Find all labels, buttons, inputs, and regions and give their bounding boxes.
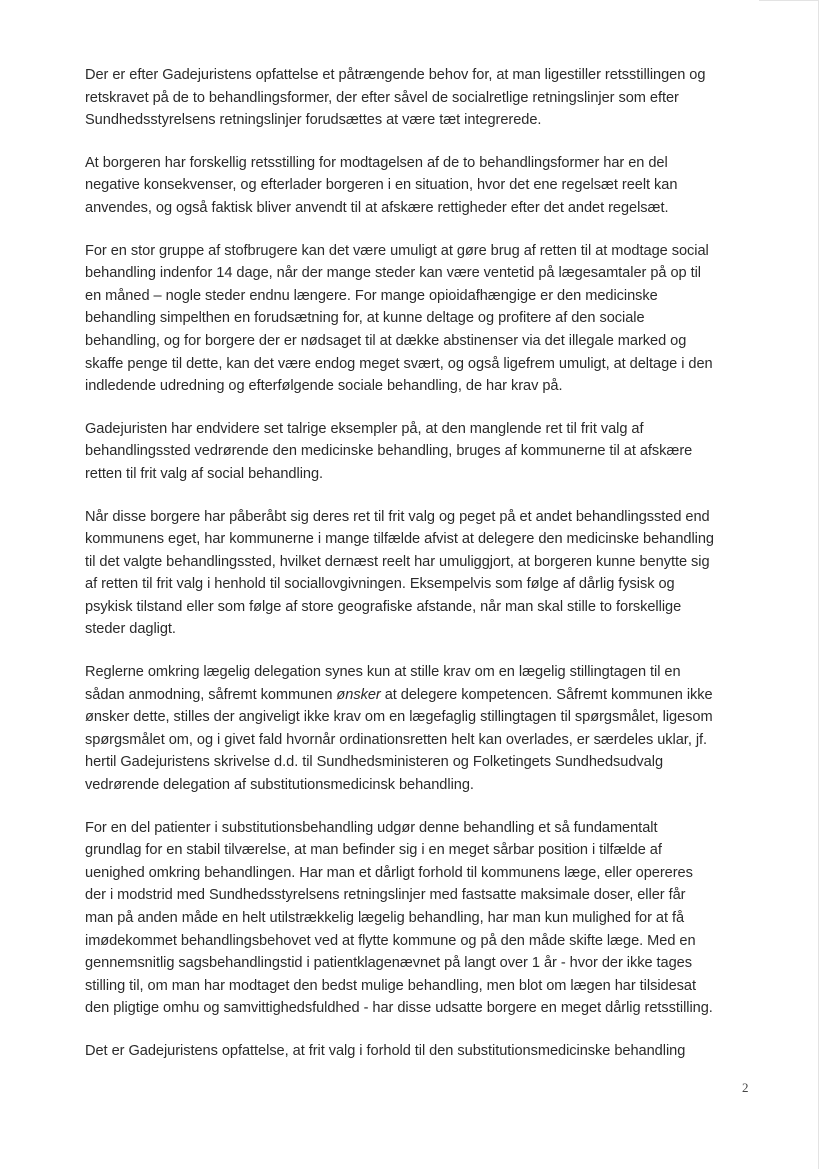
paragraph-line: At borgeren har forskellig retsstilling for modtagelsen af de to behandlingsformer har en del — [85, 154, 668, 171]
paragraph-line: en måned – nogle steder endnu længere. For mange opioidafhængige er den medicinske — [85, 287, 658, 304]
paragraph-line: retskravet på de to behandlingsformer, der efter såvel de socialretlige retningslinjer som efter — [85, 89, 679, 106]
paragraph — [85, 817, 757, 1020]
paragraph — [85, 240, 757, 398]
paragraph-line: der i modstrid med Sundhedsstyrelsens retningslinjer med fastsatte maksimale doser, eller får — [85, 887, 686, 904]
paragraph-line: indledende udredning og efterfølgende sociale behandling, de har krav på. — [85, 378, 563, 395]
paragraph-line: sådan anmodning, såfremt kommunen ønsker at delegere kompetencen. Såfremt kommunen ikke — [85, 686, 713, 703]
paragraph-line: den pligtige omhu og samvittighedsfuldhed - har disse udsatte borgere en meget dårlig retsstilling. — [85, 1000, 713, 1017]
paragraph — [85, 1040, 757, 1063]
paragraph-line: til det valgte behandlingssted, hvilket dernæst reelt har umuliggjort, at borgeren kunne benytte sig — [85, 553, 710, 570]
paragraph-line: spørgsmålet om, og i givet fald hvornår ordinationsretten helt kan overlades, er særdeles uklar, jf. — [85, 731, 708, 748]
paragraph-line: retten til frit valg af social behandling. — [85, 465, 324, 482]
paragraph-line: grundlag for en stabil tilværelse, at man befinder sig i en meget sårbar position i tilfælde af — [85, 842, 662, 859]
paragraph-line: Reglerne omkring lægelig delegation synes kun at stille krav om en lægelig stillingtagen til en — [85, 664, 681, 681]
paragraph — [85, 418, 757, 486]
document-body — [85, 64, 757, 1083]
paragraph-line: kommunens eget, har kommunerne i mange tilfælde afvist at delegere den medicinske behandling — [85, 531, 714, 548]
page-edge-line — [818, 0, 819, 1169]
page-number: 2 — [742, 1080, 749, 1095]
paragraph-line: negative konsekvenser, og efterlader borgeren i en situation, hvor det ene regelsæt reelt kan — [85, 177, 678, 194]
paragraph-line: For en del patienter i substitutionsbehandling udgør denne behandling et så fundamentalt — [85, 819, 658, 836]
paragraph-line: Gadejuristen har endvidere set talrige eksempler på, at den manglende ret til frit valg af — [85, 420, 644, 437]
paragraph-line: hertil Gadejuristens skrivelse d.d. til Sundhedsministeren og Folketingets Sundhedsudvalg — [85, 754, 664, 771]
paragraph — [85, 64, 757, 132]
paragraph-line: Det er Gadejuristens opfattelse, at frit valg i forhold til den substitutionsmedicinske behandling — [85, 1042, 686, 1059]
paragraph-line: skaffe penge til dette, kan det være endog meget svært, og også ligefrem umuligt, at deltage i den — [85, 355, 713, 372]
paragraph — [85, 152, 757, 220]
paragraph-line: imødekommet behandlingsbehovet ved at flytte kommune og på den måde skifte læge. Med en — [85, 932, 696, 949]
paragraph-line: behandling, og for borgere der er nødsaget til at dække abstinenser via det illegale marked og — [85, 332, 687, 349]
paragraph-line: behandling simpelthen en forudsætning for, at kunne deltage og profitere af den sociale — [85, 310, 645, 327]
paragraph-line: psykisk tilstand eller som følge af store geografiske afstande, når man skal stille to forskellige — [85, 598, 682, 615]
paragraph-line: Sundhedsstyrelsens retningslinjer forudsættes at være tæt integrerede. — [85, 112, 542, 129]
paragraph-line: steder dagligt. — [85, 621, 176, 638]
paragraph-line: behandlingssted vedrørende den medicinske behandling, bruges af kommunerne til at afskære — [85, 443, 693, 460]
emphasized-word: ønsker — [336, 686, 381, 703]
paragraph-line: stilling til, om man har modtaget den bedst mulige behandling, men blot om lægen har tilsidesat — [85, 977, 696, 994]
paragraph — [85, 661, 757, 797]
paragraph-line: gennemsnitlig sagsbehandlingstid i patientklagenævnet på langt over 1 år - hvor der ikke tages — [85, 955, 692, 972]
paragraph-line: ønsker dette, stilles der angiveligt ikke krav om en lægefaglig stillingtagen til spørgsmålet, ligesom — [85, 709, 713, 726]
paragraph-line: For en stor gruppe af stofbrugere kan det være umuligt at gøre brug af retten til at modtage social — [85, 242, 709, 259]
paragraph-line: af retten til frit valg i henhold til sociallovgivningen. Eksempelvis som følge af dårlig fysisk og — [85, 576, 675, 593]
paragraph-line: man på anden måde en helt utilstrækkelig lægelig behandling, har man kun mulighed for at få — [85, 910, 685, 926]
paragraph-line: behandling indenfor 14 dage, når der mange steder kan være ventetid på lægesamtaler på op til — [85, 265, 701, 282]
paragraph — [85, 506, 757, 642]
paragraph-line: Der er efter Gadejuristens opfattelse et påtrængende behov for, at man ligestiller retsstillingen og — [85, 67, 706, 83]
page-edge-top-line — [759, 0, 819, 1]
paragraph-line: vedrørende delegation af substitutionsmedicinsk behandling. — [85, 777, 474, 794]
paragraph-line: anvendes, og også faktisk bliver anvendt til at afskære rettigheder efter det andet regelsæt. — [85, 199, 669, 216]
paragraph-line: uenighed omkring behandlingen. Har man et dårligt forhold til kommunens læge, eller opereres — [85, 864, 693, 881]
paragraph-line: Når disse borgere har påberåbt sig deres ret til frit valg og peget på et andet behandlingssted end — [85, 508, 710, 525]
